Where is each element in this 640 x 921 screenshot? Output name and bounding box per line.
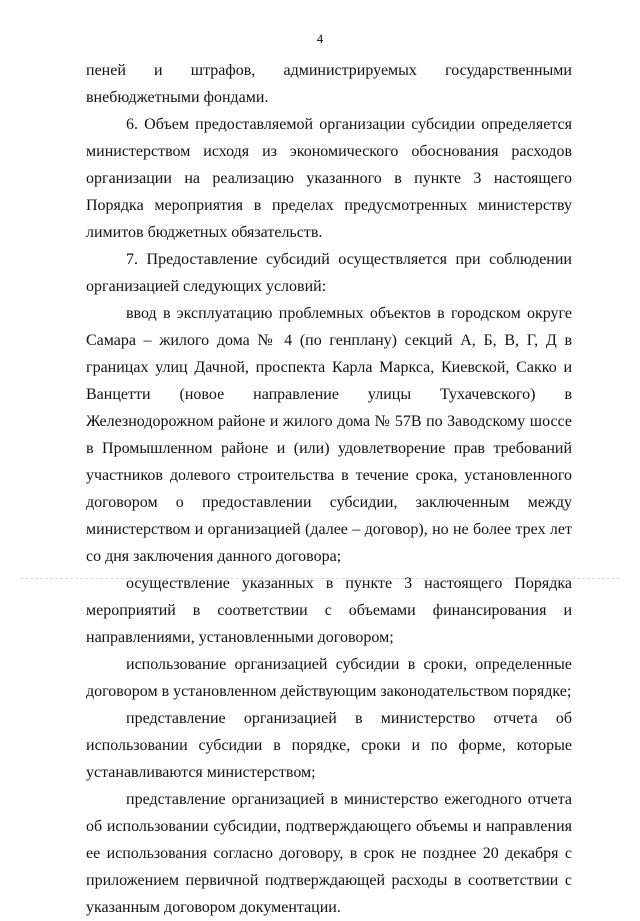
document-body bbox=[86, 57, 572, 921]
paragraph-condition-implementation: осуществление указанных в пункте 3 настоящего Порядка мероприятий в соответствии с объемами финансирования и направлениями, установленными договором; bbox=[86, 575, 572, 646]
paragraph-condition-report: представление организацией в министерство отчета об использовании субсидии в порядке, сроки и по форме, которые устанавливаются министерством; bbox=[86, 710, 572, 781]
page-number: 4 bbox=[316, 31, 324, 46]
paragraph-item-7: 7. Предоставление субсидий осуществляется при соблюдении организацией следующих условий: bbox=[86, 251, 572, 295]
paragraph-condition-commissioning: ввод в эксплуатацию проблемных объектов в городском округе Самара – жилого дома № 4 (по генплану) секций А, Б, В, Г, Д в границах улиц Дачной, проспекта Карла Маркса, Киевской, Сакко и Ванцетти (новое направление улицы Тухачевского) в Железнодорожном районе и жилого дома № 57В по Заводскому шоссе в Промышленном районе и (или) удовлетворение прав требований участников долевого строительства в течение срока, установленного договором о предоставлении субсидии, заключенным между министерством и организацией (далее – договор), но не более трех лет со дня заключения данного договора; bbox=[86, 305, 572, 565]
paragraph-penalties-continuation: пеней и штрафов, администрируемых государственными внебюджетными фондами. bbox=[86, 62, 572, 106]
paragraph-condition-usage: использование организацией субсидии в сроки, определенные договором в установленном действующим законодательством порядке; bbox=[86, 656, 572, 700]
paragraph-item-6: 6. Объем предоставляемой организации субсидии определяется министерством исходя из экономического обоснования расходов организации на реализацию указанного в пункте 3 настоящего Порядка мероприятия в пределах предусмотренных министерству лимитов бюджетных обязательств. bbox=[86, 116, 572, 241]
paragraph-condition-annual-report: представление организацией в министерство ежегодного отчета об использовании субсидии, подтверждающего объемы и направления ее использования согласно договору, в срок не позднее 20 декабря с приложением первичной подтверждающей расходы в соответствии с указанным договором документации. bbox=[86, 791, 572, 916]
